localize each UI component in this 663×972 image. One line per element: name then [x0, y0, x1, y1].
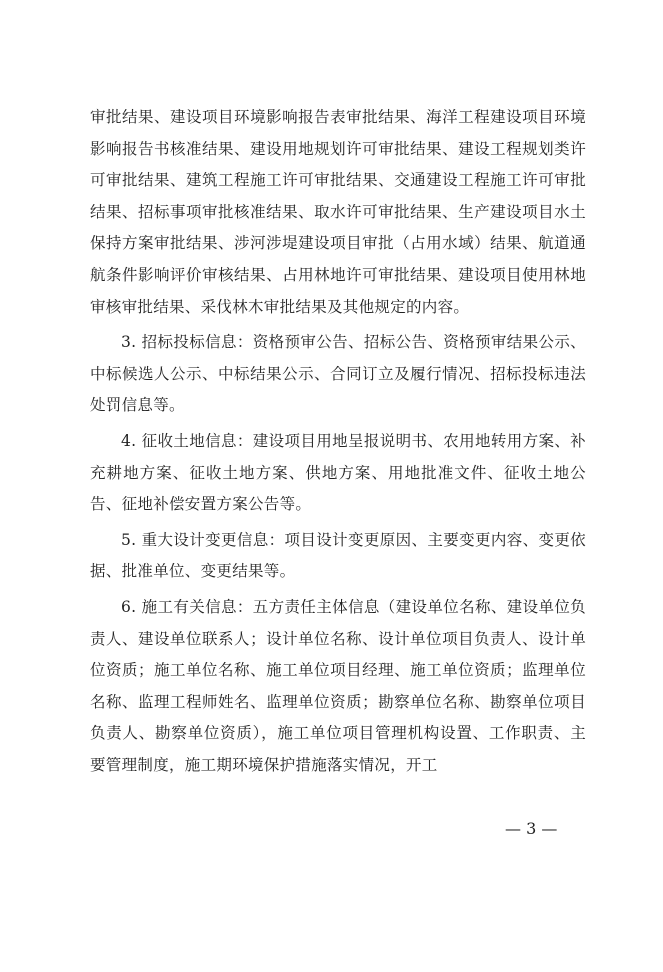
paragraph-construction-info: 6. 施工有关信息：五方责任主体信息（建设单位名称、建设单位负责人、建设单位联系人；设计单位名称、设计单位项目负责人、设计单位资质；施工单位名称、施工单位项目经理、施工单位资质；监理单位名称、监理工程师姓名、监理单位资质；勘察单位名称、勘察单位项目负责人、勘察单位资质），施工单位项目管理机构设置、工作职责、主要管理制度，施工期环境保护措施落实情况，开工: [90, 597, 586, 774]
paragraph-approval-results: 审批结果、建设项目环境影响报告表审批结果、海洋工程建设项目环境影响报告书核准结果、建设用地规划许可审批结果、建设工程规划类许可审批结果、建筑工程施工许可审批结果、交通建设工程施工许可审批结果、招标事项审批核准结果、取水许可审批结果、生产建设项目水土保持方案审批结果、涉河涉堤建设项目审批（占用水域）结果、航道通航条件影响评价审核结果、占用林地许可审批结果、建设项目使用林地审核审批结果、采伐林木审批结果及其他规定的内容。: [90, 108, 586, 316]
paragraph-land-expropriation-info: 4. 征收土地信息：建设项目用地呈报说明书、农用地转用方案、补充耕地方案、征收土地方案、供地方案、用地批准文件、征收土地公告、征地补偿安置方案公告等。: [90, 431, 586, 514]
document-body: [90, 102, 586, 785]
paragraph-design-change-info: 5. 重大设计变更信息：项目设计变更原因、主要变更内容、变更依据、批准单位、变更结果等。: [90, 530, 586, 581]
page-number: — 3 —: [505, 819, 558, 838]
paragraph-bidding-info: 3. 招标投标信息：资格预审公告、招标公告、资格预审结果公示、中标候选人公示、中标结果公示、合同订立及履行情况、招标投标违法处罚信息等。: [90, 333, 586, 415]
